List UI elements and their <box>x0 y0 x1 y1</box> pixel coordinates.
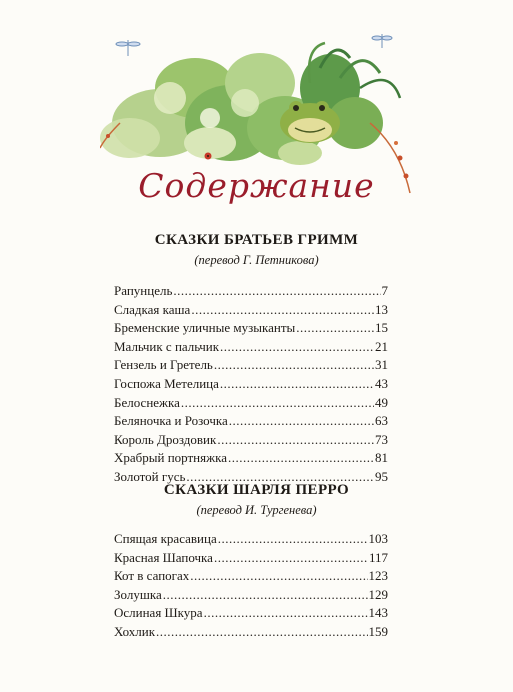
toc-entry[interactable] <box>114 587 388 606</box>
toc-entry-name: Сладкая каша <box>114 301 191 317</box>
toc-entry-page: 15 <box>375 320 388 336</box>
section-heading-grimm: СКАЗКИ БРАТЬЕВ ГРИММ <box>154 232 359 248</box>
toc-list-perrault <box>114 531 388 643</box>
toc-entry-name: Красная Шапочка <box>114 549 213 565</box>
toc-entry-name: Кот в сапогах <box>114 568 190 584</box>
page-title: Содержание <box>138 166 375 205</box>
dot-leader <box>191 302 374 318</box>
translator-perrault: (перевод И. Тургенева) <box>196 503 317 517</box>
dragonfly-icon <box>116 34 392 56</box>
toc-entry-page: 31 <box>375 357 388 373</box>
toc-entry-name: Храбрый портняжка <box>114 450 227 466</box>
toc-entry-page: 21 <box>375 338 388 354</box>
dot-leader <box>156 624 367 640</box>
toc-entry-name: Рапунцель <box>114 283 173 298</box>
toc-entry[interactable] <box>114 605 388 624</box>
dot-leader <box>217 432 374 448</box>
toc-entry-name: Мальчик с пальчик <box>114 338 220 354</box>
toc-entry[interactable] <box>114 550 388 569</box>
toc-entry-name: Ослиная Шкура <box>114 605 203 621</box>
toc-entry[interactable] <box>114 531 388 550</box>
toc-entry-name: Хохлик <box>114 623 156 639</box>
toc-entry-name: Король Дроздовик <box>114 431 217 447</box>
toc-entry-page: 7 <box>381 283 388 298</box>
toc-entry-name: Золушка <box>114 586 162 602</box>
toc-entry[interactable] <box>114 357 388 376</box>
toc-entry-name: Госпожа Метелица <box>114 375 219 391</box>
dot-leader <box>173 283 380 299</box>
toc-entry-page: 159 <box>368 623 388 639</box>
toc-entry-page: 95 <box>375 468 388 484</box>
toc-entry[interactable] <box>114 432 388 451</box>
dot-leader <box>181 395 374 411</box>
dot-leader <box>204 605 368 621</box>
dot-leader <box>214 357 374 373</box>
toc-entry[interactable] <box>114 302 388 321</box>
dot-leader <box>228 450 374 466</box>
toc-entry-page: 43 <box>375 375 388 391</box>
dot-leader <box>218 531 368 547</box>
toc-entry-name: Бременские уличные музыканты <box>114 320 296 336</box>
toc-entry[interactable] <box>114 568 388 587</box>
toc-entry-name: Спящая красавица <box>114 531 217 546</box>
dot-leader <box>296 320 374 336</box>
toc-entry-page: 129 <box>368 586 388 602</box>
toc-entry[interactable] <box>114 376 388 395</box>
toc-entry-page: 143 <box>368 605 388 621</box>
toc-entry-page: 63 <box>375 413 388 429</box>
toc-entry[interactable] <box>114 395 388 414</box>
toc-entry-name: Гензель и Гретель <box>114 357 213 373</box>
toc-entry-page: 81 <box>375 450 388 466</box>
toc-entry-name: Беляночка и Розочка <box>114 413 228 429</box>
section-heading-perrault: СКАЗКИ ШАРЛЯ ПЕРРО <box>163 482 350 498</box>
dot-leader <box>190 568 367 584</box>
ladybug-icon <box>205 153 212 160</box>
toc-entry-page: 13 <box>375 301 388 317</box>
dot-leader <box>229 413 374 429</box>
toc-entry[interactable] <box>114 320 388 339</box>
translator-grimm: (перевод Г. Петникова) <box>194 253 319 267</box>
toc-entry-page: 123 <box>368 568 388 584</box>
toc-entry-page: 73 <box>375 431 388 447</box>
toc-entry-page: 117 <box>368 549 388 565</box>
toc-entry-page: 49 <box>375 394 388 410</box>
toc-entry[interactable] <box>114 624 388 643</box>
toc-list-grimm <box>114 283 388 488</box>
toc-entry-name: Белоснежка <box>114 394 180 410</box>
dot-leader <box>163 587 368 603</box>
toc-entry-page: 103 <box>368 531 388 546</box>
toc-entry[interactable] <box>114 283 388 302</box>
dot-leader <box>214 550 368 566</box>
toc-entry[interactable] <box>114 339 388 358</box>
toc-entry[interactable] <box>114 450 388 469</box>
dot-leader <box>220 339 374 355</box>
toc-entry[interactable] <box>114 413 388 432</box>
toc-entry-name: Золотой гусь <box>114 468 186 484</box>
dot-leader <box>220 376 374 392</box>
